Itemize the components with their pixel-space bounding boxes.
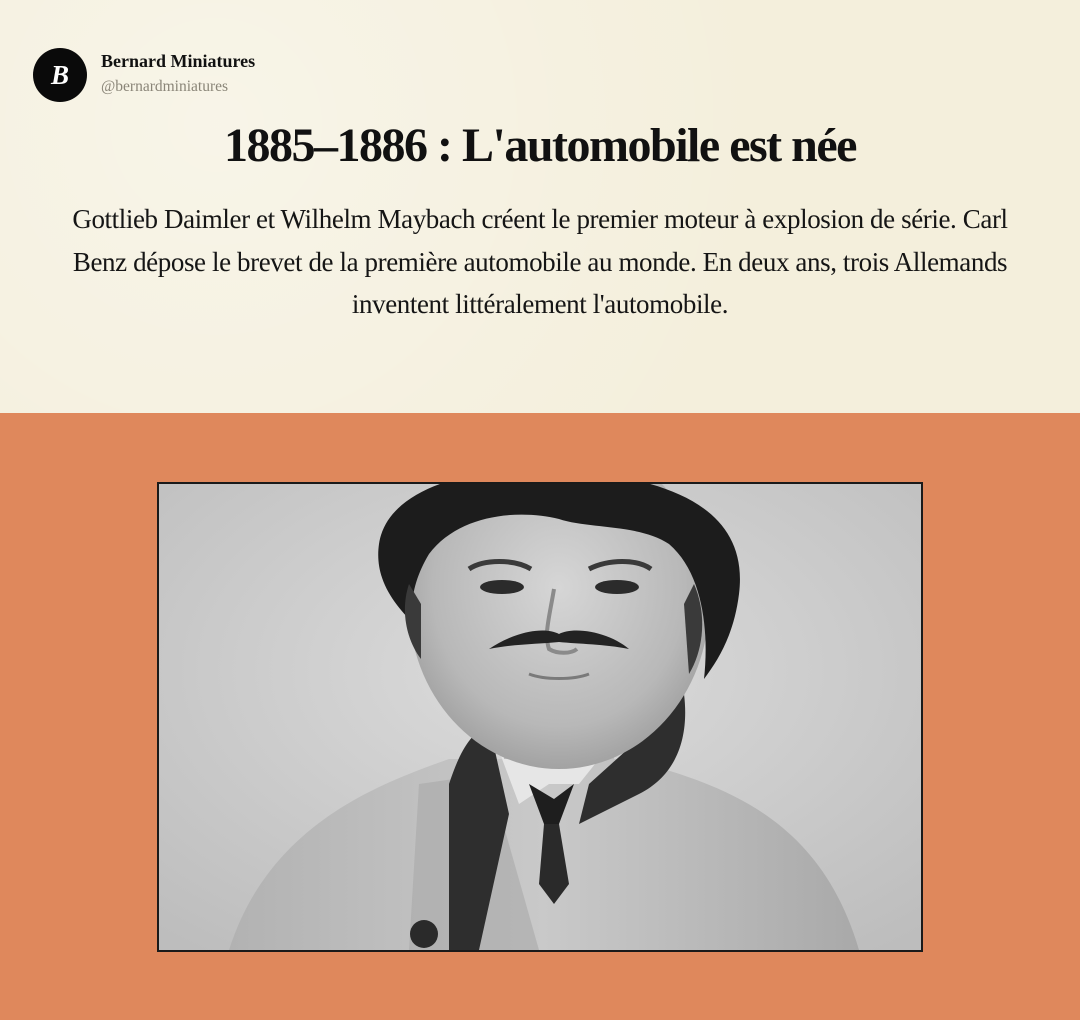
- post-body: Gottlieb Daimler et Wilhelm Maybach créent le premier moteur à explosion de série. Carl Benz dépose le brevet de la première automobile au monde. En deux ans, trois Allemands inventent littéralement l'automobile.: [72, 204, 1008, 319]
- portrait-photo: [157, 482, 923, 952]
- avatar[interactable]: [33, 48, 87, 102]
- account-info: [101, 49, 255, 98]
- account-handle[interactable]: @bernardminiatures: [101, 77, 229, 95]
- post-title: 1885–1886 : L'automobile est née: [224, 119, 856, 172]
- post-header: [33, 48, 255, 102]
- avatar-letter: B: [50, 59, 69, 90]
- account-name[interactable]: Bernard Miniatures: [101, 50, 256, 71]
